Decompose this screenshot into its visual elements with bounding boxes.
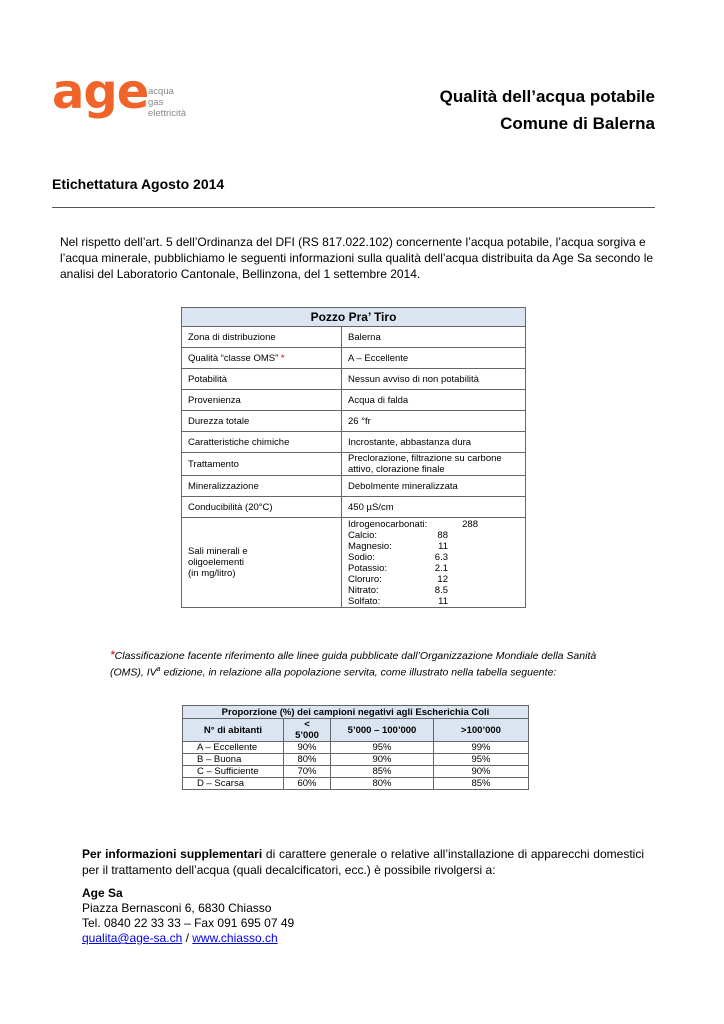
table-cell: A – Eccellente [183,742,284,754]
logo-wordmark: age [52,64,149,120]
note-text: edizione, in relazione alla popolazione servita, come illustrato nella tabella seguente: [160,666,557,679]
table-cell: 60% [284,778,331,790]
page-title: Qualità dell’acqua potabile [439,87,655,106]
salt-item [348,530,519,541]
row-key: Durezza totale [182,411,342,432]
contact-links [82,931,294,946]
row-value: 450 µS/cm [342,497,526,518]
salt-name: Potassio: [348,562,388,574]
classification-note [110,648,630,680]
table-caption: Proporzione (%) dei campioni negativi agli Escherichia Coli [183,706,529,719]
table-row [183,754,529,766]
salt-name: Cloruro: [348,573,382,585]
row-key [182,518,342,608]
salt-value: 88 [437,529,448,541]
salt-name: Calcio: [348,529,378,541]
table-row [183,742,529,754]
logo-tagline-line: acqua [148,86,174,97]
intro-paragraph: Nel rispetto dell’art. 5 dell’Ordinanza del DFI (RS 817.022.102) concernente l’acqua potabile, l’acqua sorgiva e l’acqua minerale, pubblichiamo le seguenti informazioni sulla qualità dell’acqua distribuita da Age Sa secondo le analisi del Laboratorio Cantonale, Bellinzona, del 1 settembre 2014. [60,235,654,281]
row-key: Caratteristiche chimiche [182,432,342,453]
page-subtitle: Comune di Balerna [500,114,655,133]
more-info-bold: Per informazioni supplementari [82,847,263,861]
column-header: >100’000 [434,719,529,742]
salt-item [348,519,519,530]
contact-block [82,886,294,946]
table-cell: 90% [284,742,331,754]
table-row [182,327,526,348]
salt-value: 2.1 [434,562,448,574]
salt-value: 11 [438,540,448,552]
salts-key-line: oligoelementi [188,557,244,568]
table-row [183,766,529,778]
salt-name: Solfato: [348,595,381,607]
row-value: Preclorazione, filtrazione su carbone attivo, clorazione finale [342,453,526,476]
footnote-star: * [280,352,285,364]
row-value: Acqua di falda [342,390,526,411]
table-row [182,348,526,369]
salt-item [348,585,519,596]
salt-name: Idrogenocarbonati: [348,518,428,530]
row-value: Debolmente mineralizzata [342,476,526,497]
website-link[interactable]: www.chiasso.ch [192,931,278,945]
row-key: Mineralizzazione [182,476,342,497]
table-cell: 80% [284,754,331,766]
table-cell: D – Scarsa [183,778,284,790]
salt-value: 288 [462,518,478,530]
table-row [183,778,529,790]
salt-name: Sodio: [348,551,375,563]
table-cell: 70% [284,766,331,778]
company-name: Age Sa [82,886,123,900]
phone-fax: Tel. 0840 22 33 33 – Fax 091 695 07 49 [82,916,295,930]
table-row [182,411,526,432]
salt-name: Magnesio: [348,540,392,552]
salt-item [348,552,519,563]
row-value: A – Eccellente [342,348,526,369]
table-cell: 95% [331,742,434,754]
link-separator: / [182,931,193,945]
table-cell: 95% [434,754,529,766]
table-row [182,369,526,390]
logo-tagline [148,86,186,119]
row-value: Nessun avviso di non potabilità [342,369,526,390]
table-cell: 90% [331,754,434,766]
salt-item [348,541,519,552]
logo-tagline-line: elettricità [148,108,187,119]
note-superscript: a [156,666,161,673]
column-header: 5’000 – 100’000 [331,719,434,742]
column-header: < 5’000 [284,719,331,742]
table-cell: 85% [434,778,529,790]
more-info-paragraph [82,846,644,878]
row-key: Potabilità [182,369,342,390]
ecoli-table [182,705,529,790]
table-cell: C – Sufficiente [183,766,284,778]
salt-item [348,574,519,585]
table-row [182,518,526,608]
salt-value: 11 [438,595,448,607]
more-info-text: di carattere generale o relative all’installazione di apparecchi domestici per il trattamento dell’acqua (quali decalcificatori, ecc.) è possibile rivolgersi a: [82,847,644,877]
salts-list [342,518,526,608]
table-cell: 90% [434,766,529,778]
email-link[interactable]: qualita@age-sa.ch [82,931,183,945]
salts-key-line: Sali minerali e [188,546,248,557]
salt-value: 12 [437,573,448,585]
table-row [182,476,526,497]
salt-name: Nitrato: [348,584,379,596]
table-row [182,497,526,518]
row-key: Conducibilità (20°C) [182,497,342,518]
water-quality-table [181,307,526,608]
divider [52,207,655,208]
salt-value: 6.3 [434,551,448,563]
table-heading: Pozzo Pra’ Tiro [182,308,526,327]
row-key [182,348,342,369]
salt-value: 8.5 [434,584,448,596]
row-value: 26 °fr [342,411,526,432]
column-header: N° di abitanti [183,719,284,742]
table-row [182,453,526,476]
row-key: Zona di distribuzione [182,327,342,348]
address: Piazza Bernasconi 6, 6830 Chiasso [82,901,272,915]
row-key-text: Qualità “classe OMS” [188,352,279,364]
salts-key-line: (in mg/litro) [188,568,236,579]
footnote-star: * [110,648,115,662]
table-row [182,432,526,453]
document-label: Etichettatura Agosto 2014 [52,176,225,192]
table-cell: B – Buona [183,754,284,766]
table-cell: 99% [434,742,529,754]
salt-item [348,563,519,574]
note-text: Classificazione facente riferimento alle linee guida pubblicate dall’Organizzazione Mondiale della Sanità (OMS), IV [110,650,597,679]
row-key: Trattamento [182,453,342,476]
row-value: Incrostante, abbastanza dura [342,432,526,453]
table-cell: 85% [331,766,434,778]
salt-item [348,596,519,607]
table-row [182,390,526,411]
row-key: Provenienza [182,390,342,411]
table-cell: 80% [331,778,434,790]
row-value: Balerna [342,327,526,348]
logo-tagline-line: gas [148,97,164,108]
